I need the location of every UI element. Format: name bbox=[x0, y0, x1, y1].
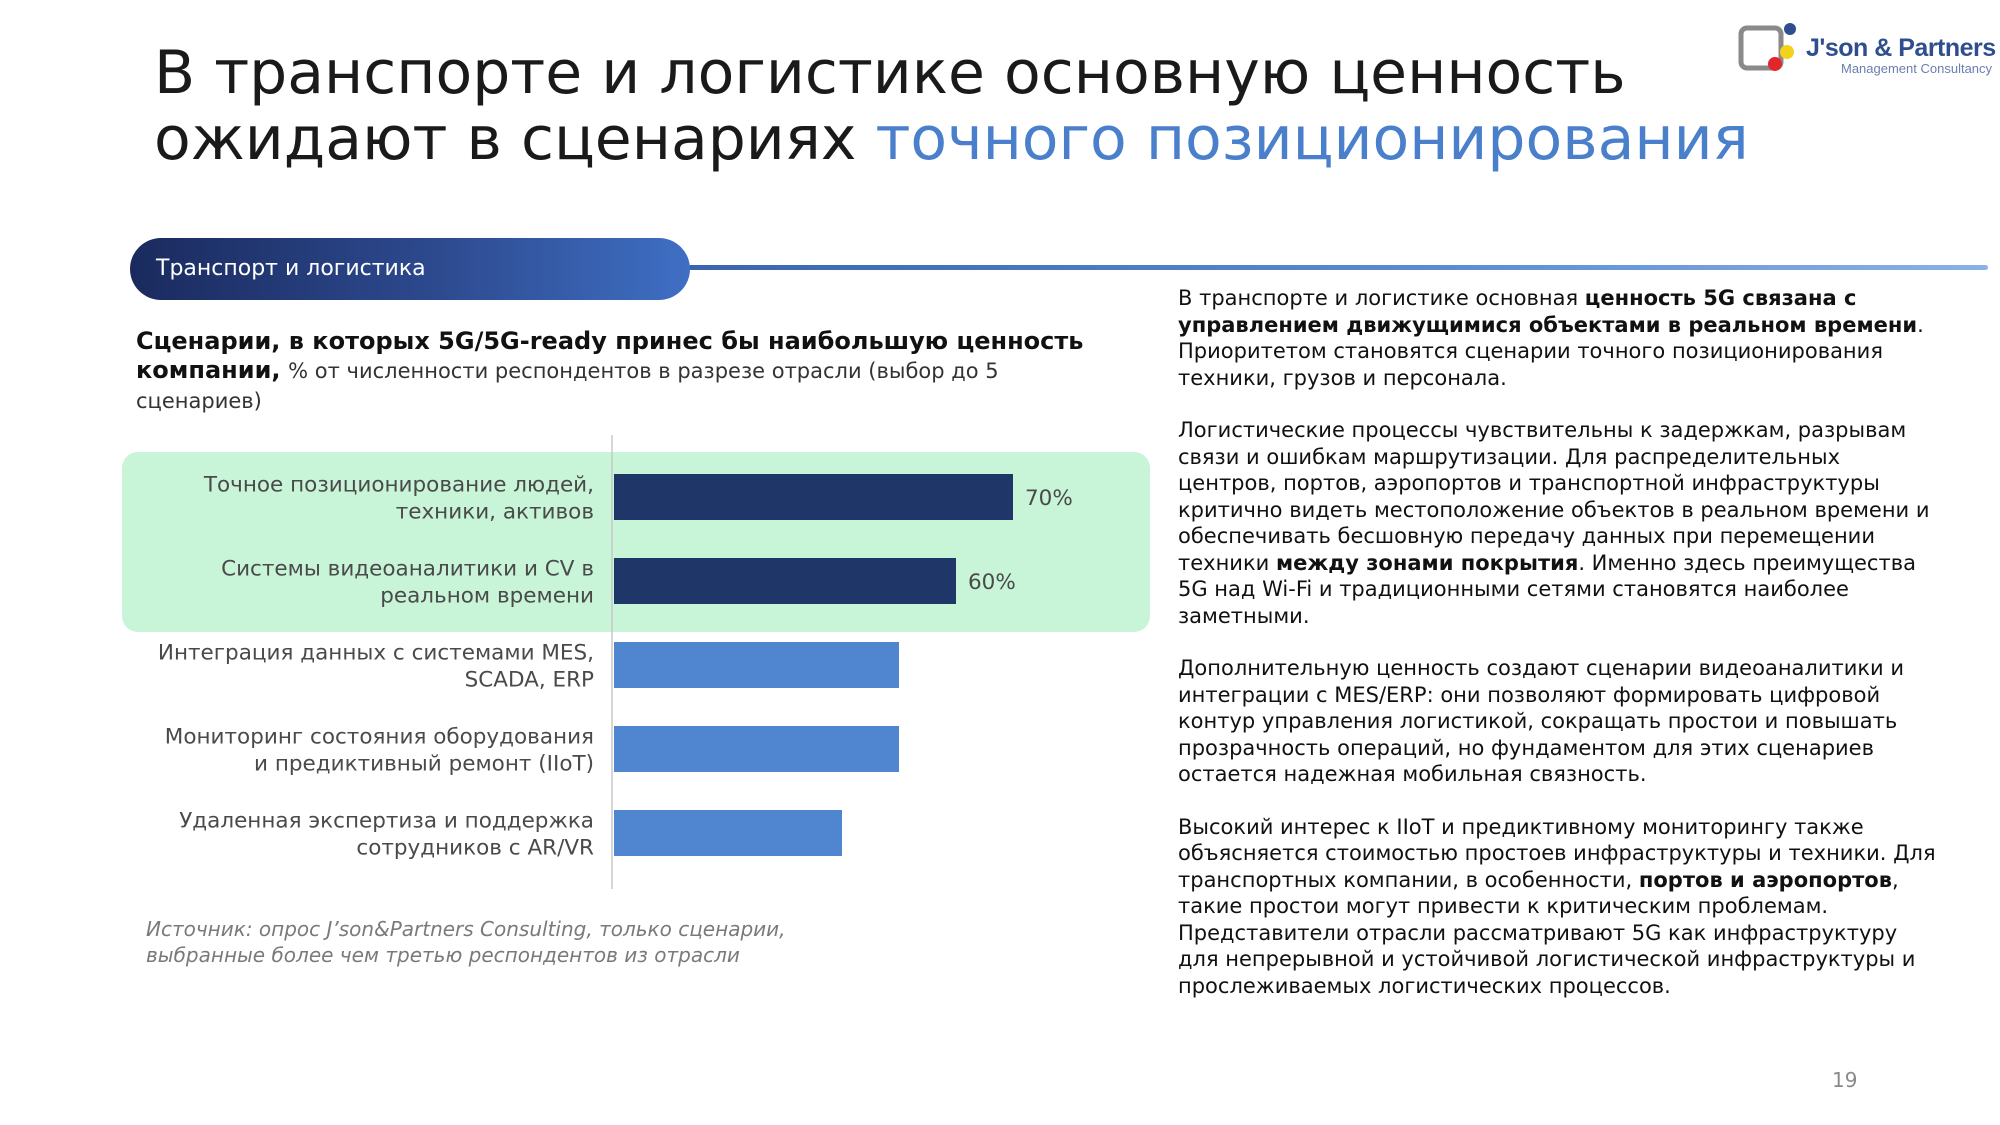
logo-subtitle: Management Consultancy bbox=[1841, 61, 1993, 76]
page-number: 19 bbox=[1832, 1068, 1858, 1092]
data-label-2: 60% bbox=[968, 570, 1016, 595]
p1-run-0: В транспорте и логистике основная bbox=[1178, 286, 1585, 310]
logo-name: J'son & Partners bbox=[1806, 34, 1996, 62]
category-label-2-line-1: Системы видеоаналитики и CV в bbox=[221, 556, 594, 582]
body-paragraph-3 bbox=[1178, 655, 1938, 788]
category-label-3 bbox=[158, 641, 594, 693]
p3-run-0: Дополнительную ценность создают сценарии видеоаналитики и интеграции с MES/ERP: они позволяют формировать цифровой контур управления логистикой, сокращать простои и повышать прозрачность операций, но фундаментом для этих сценариев остается надежная мобильная связность. bbox=[1178, 656, 1905, 786]
p4-run-0: Высокий интерес к IIoT и предиктивному мониторингу также объясняется стоимостью простоев инфраструктуры и техники. Для транспортных компании, в особенности, bbox=[1178, 814, 1936, 892]
p2-run-1: между зонами покрытия bbox=[1275, 550, 1579, 575]
p1-run-1: ценность 5G связана с управлением движущимися объектами в реальном времени bbox=[1178, 286, 1918, 337]
category-label-3-line-2: SCADA, ERP bbox=[464, 667, 594, 693]
category-label-1 bbox=[203, 473, 594, 525]
data-label-1: 70% bbox=[1025, 486, 1073, 511]
title-line-2-plain: ожидают в сценариях bbox=[154, 104, 876, 174]
category-label-1-line-2: техники, активов bbox=[395, 499, 594, 525]
p1-run-2: . Приоритетом становятся сценарии точного позиционирования техники, грузов и персонала. bbox=[1178, 312, 1924, 390]
bar-2 bbox=[614, 558, 956, 604]
chart-heading-bold: Сценарии, в которых 5G/5G-ready принес бы наибольшую ценность компании, bbox=[136, 327, 1084, 384]
category-label-4 bbox=[165, 725, 594, 777]
body-text bbox=[1178, 285, 1938, 1025]
category-label-5 bbox=[179, 809, 594, 861]
body-paragraph-1 bbox=[1178, 285, 1938, 391]
p2-run-0: Логистические процессы чувствительны к задержкам, разрывам связи и ошибкам маршрутизации. Для распределительных центров, портов, аэропортов и транспортной инфраструктуры критично видеть местоположение объектов в реальном времени и обеспечивать бесшовную передачу данных при перемещении техники bbox=[1178, 418, 1930, 575]
p2-run-2: . Именно здесь преимущества 5G над Wi-Fi и традиционными сетями становятся наиболее заметными. bbox=[1178, 550, 1916, 628]
category-label-5-line-1: Удаленная экспертиза и поддержка bbox=[179, 808, 594, 834]
body-paragraph-2 bbox=[1178, 417, 1938, 629]
category-label-2 bbox=[221, 557, 594, 609]
chart-heading-subtitle: % от численности респондентов в разрезе отрасли (выбор до 5 сценариев) bbox=[136, 359, 999, 413]
category-label-1-line-1: Точное позиционирование людей, bbox=[203, 472, 594, 498]
bar-chart bbox=[0, 0, 1160, 900]
bar-5 bbox=[614, 810, 842, 856]
p4-run-2: , такие простои могут привести к критическим проблемам. Представители отрасли рассматривают 5G как инфраструктуру для непрерывной и устойчивой логистической инфраструктуры и прослеживаемых логистических процессов. bbox=[1178, 867, 1916, 998]
category-label-4-line-2: и предиктивный ремонт (IIoT) bbox=[254, 751, 594, 777]
body-paragraph-4 bbox=[1178, 814, 1938, 1000]
category-label-5-line-2: сотрудников с AR/VR bbox=[356, 835, 594, 861]
title-accent: точного позиционирования bbox=[875, 104, 1749, 174]
bar-4 bbox=[614, 726, 899, 772]
section-label-pill: Транспорт и логистика bbox=[130, 238, 690, 300]
category-label-2-line-2: реальном времени bbox=[380, 583, 594, 609]
company-logo bbox=[1738, 12, 1996, 82]
category-label-4-line-1: Мониторинг состояния оборудования bbox=[164, 724, 594, 750]
p4-run-1: портов и аэропортов bbox=[1638, 867, 1893, 892]
chart-source-note: Источник: опрос J’son&Partners Consulting, только сценарии, выбранные более чем третью респондентов из отрасли bbox=[146, 917, 786, 967]
category-label-3-line-1: Интеграция данных с системами MES, bbox=[157, 640, 594, 666]
bar-1 bbox=[614, 474, 1013, 520]
title-line-1: В транспорте и логистике основную ценность bbox=[154, 38, 1626, 108]
bar-3 bbox=[614, 642, 899, 688]
logo-mark-icon bbox=[1738, 12, 1808, 82]
